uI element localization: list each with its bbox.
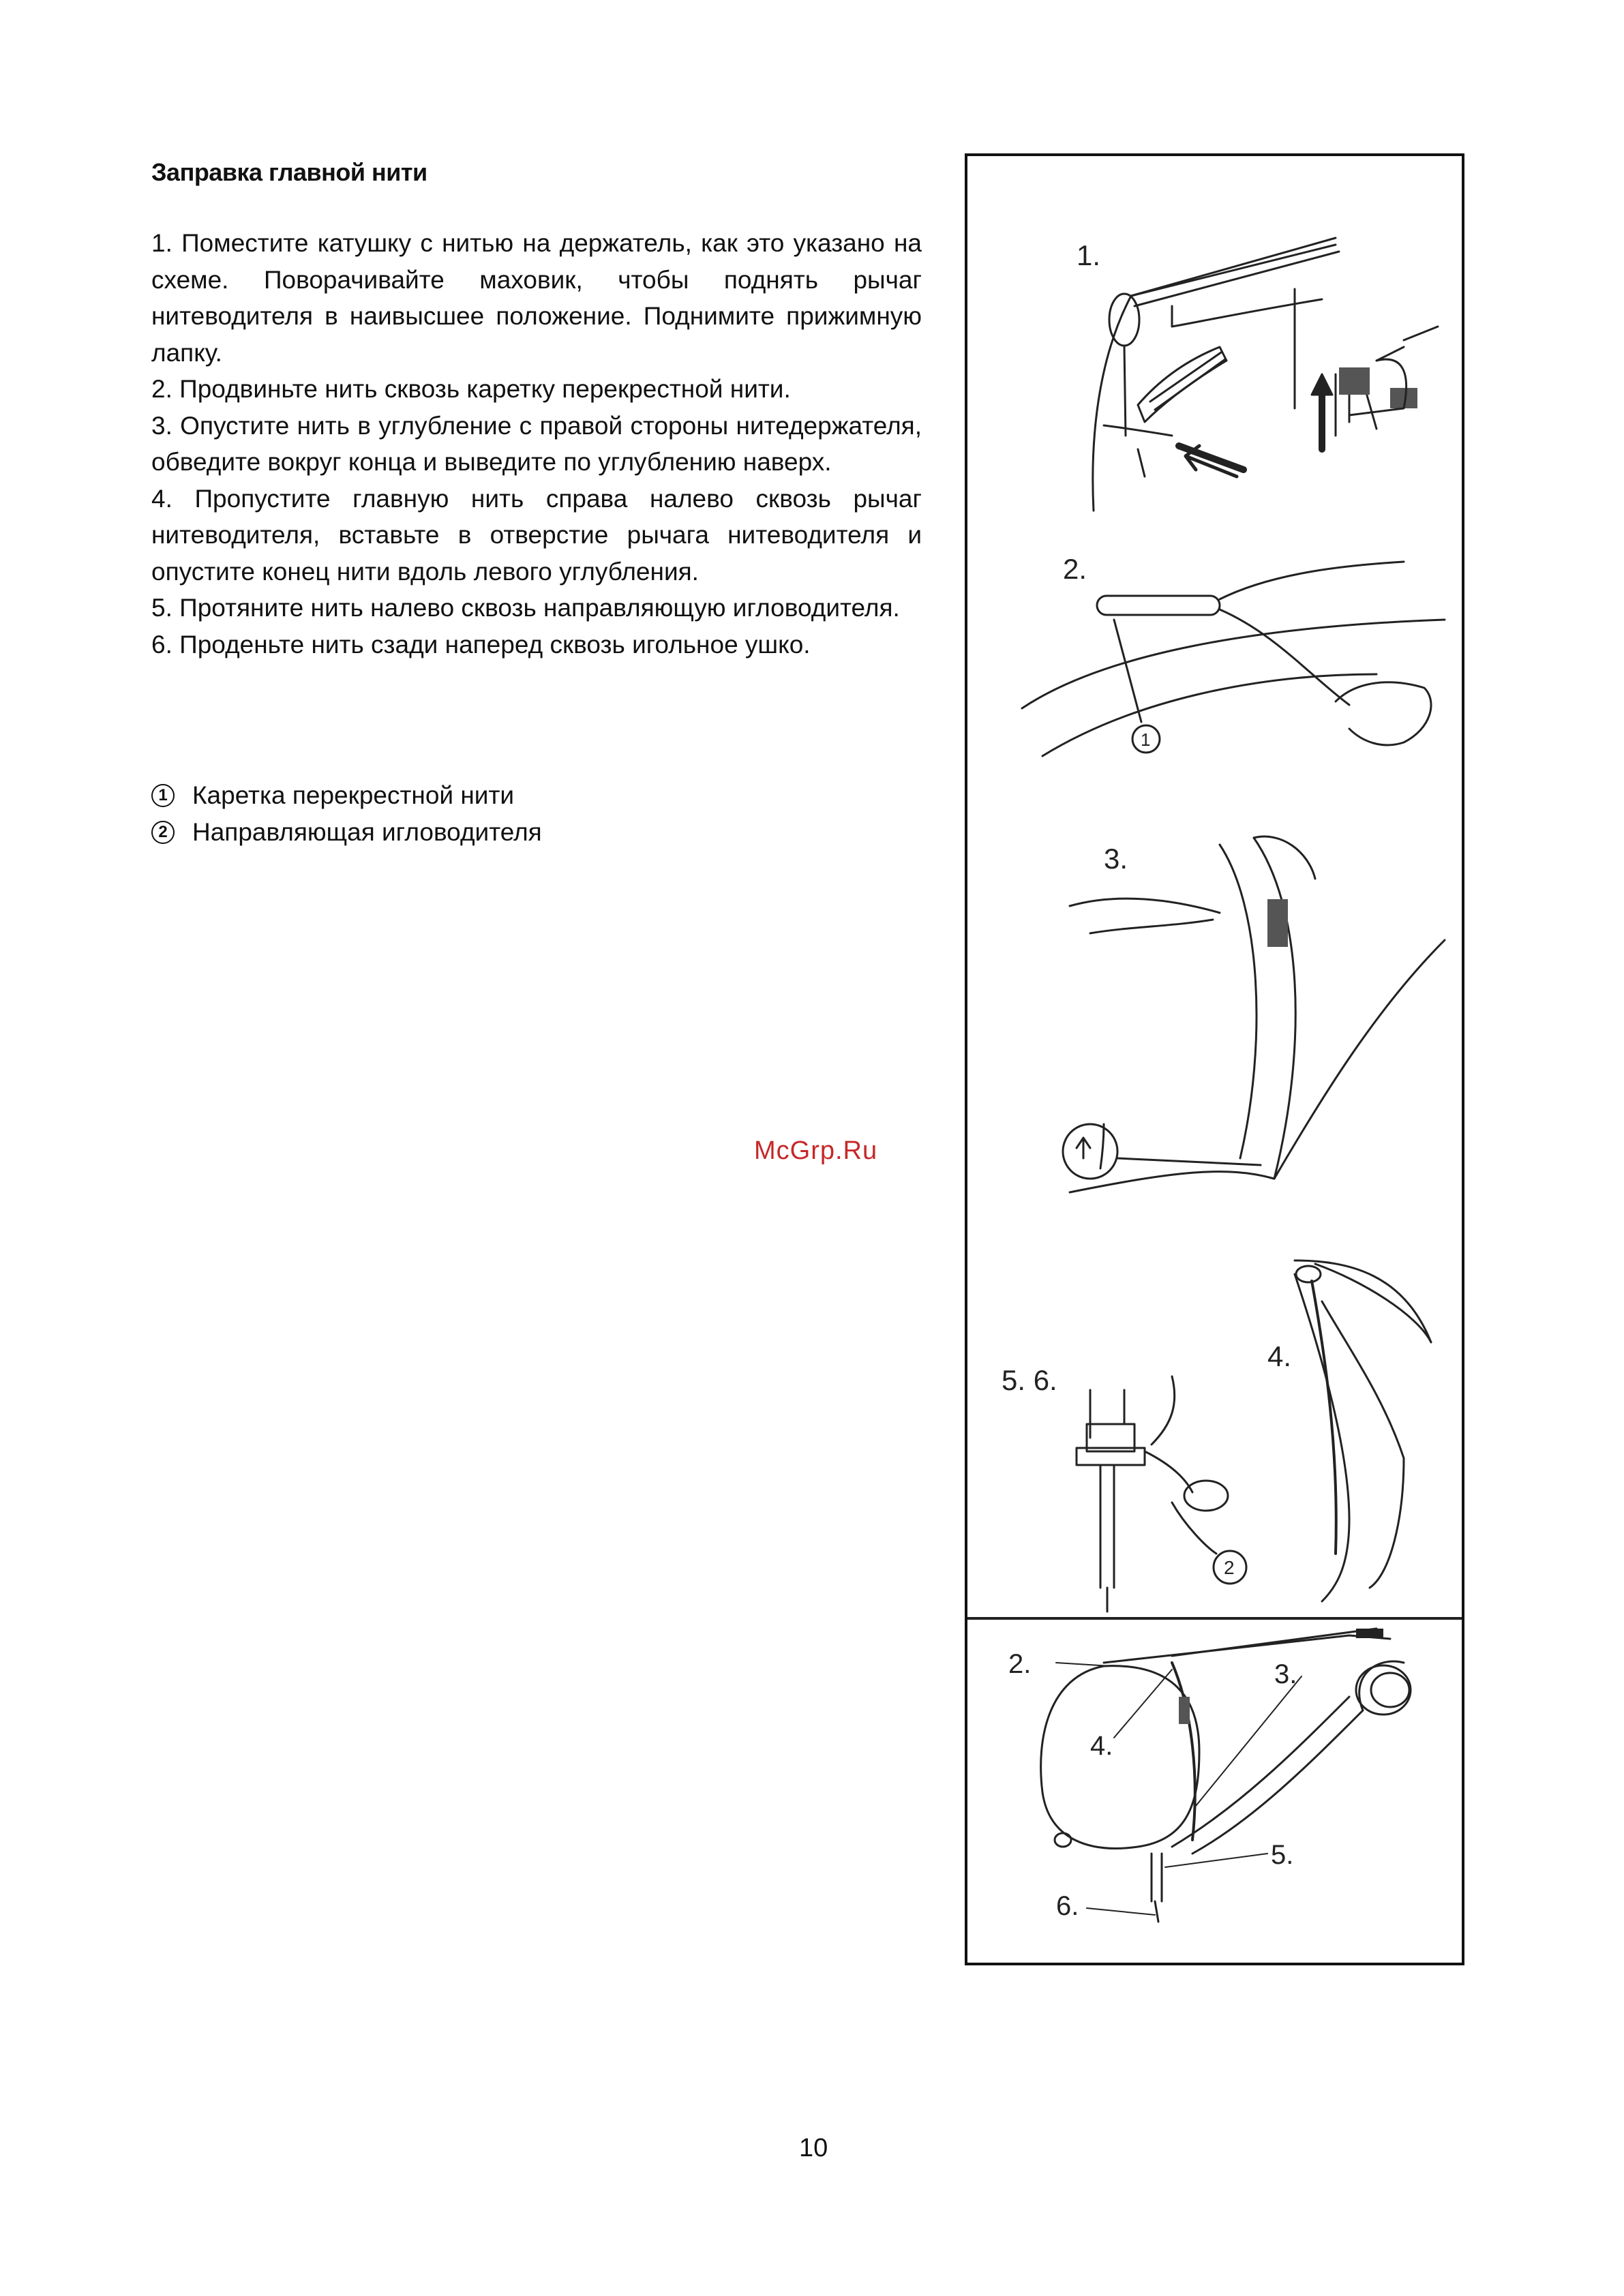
figure-4-take-up-lever (1267, 1260, 1431, 1601)
figure-3-label: 3. (1104, 843, 1128, 875)
overview-label-4: 4. (1090, 1731, 1113, 1761)
step-1: 1. Поместите катушку с нитью на держатель, как это указано на схеме. Поворачивайте маховик, чтобы поднять рычаг нитеводителя в наивысшее положение. Поднимите прижимную лапку. (151, 229, 922, 367)
legend-item (151, 777, 542, 814)
legend-item (151, 814, 542, 851)
figure-4-label: 4. (1267, 1340, 1292, 1372)
callout-2-label: 2 (1224, 1557, 1235, 1578)
page-title: Заправка главной нити (151, 158, 427, 186)
threading-illustrations (967, 156, 1462, 1963)
step-4: 4. Пропустите главную нить справа налево сквозь рычаг нитеводителя, вставьте в отверстие рычага нитеводителя и опустите конец нити вдоль левого углубления. (151, 484, 922, 586)
figure-2-cross-thread-carriage (1022, 553, 1445, 756)
overview-label-2: 2. (1008, 1649, 1032, 1679)
figure-5-6-needle-guide (1002, 1364, 1246, 1612)
page-number: 10 (799, 2134, 828, 2162)
step-2: 2. Продвиньте нить сквозь каретку перекрестной нити. (151, 375, 791, 403)
overview-label-5: 5. (1271, 1840, 1294, 1870)
step-6: 6. Проденьте нить сзади наперед сквозь игольное ушко. (151, 630, 811, 659)
instructions-list (151, 225, 922, 663)
circled-number-marker: 1 (151, 784, 175, 807)
callout-1-label: 1 (1141, 729, 1151, 750)
overview-label-3: 3. (1274, 1659, 1297, 1689)
figure-2-label: 2. (1063, 553, 1087, 585)
overview-label-6: 6. (1056, 1891, 1079, 1921)
circled-number-marker: 2 (151, 821, 175, 844)
legend-label: Направляющая игловодителя (192, 818, 542, 846)
figure-3-thread-guide-groove (1063, 836, 1445, 1192)
overview-threading-path (1008, 1629, 1411, 1922)
threading-illustrations-panel (965, 153, 1464, 1965)
watermark: McGrp.Ru (754, 1136, 878, 1165)
figure-5-6-label: 5. 6. (1002, 1364, 1057, 1396)
step-5: 5. Протяните нить налево сквозь направляющую игловодителя. (151, 594, 900, 622)
figure-1-label: 1. (1077, 239, 1101, 271)
legend (151, 777, 542, 851)
figure-1-spool-and-lever (1077, 238, 1438, 511)
step-3: 3. Опустите нить в углубление с правой стороны нитедержателя, обведите вокруг конца и выведите по углублению наверх. (151, 411, 922, 476)
legend-label: Каретка перекрестной нити (192, 781, 515, 809)
